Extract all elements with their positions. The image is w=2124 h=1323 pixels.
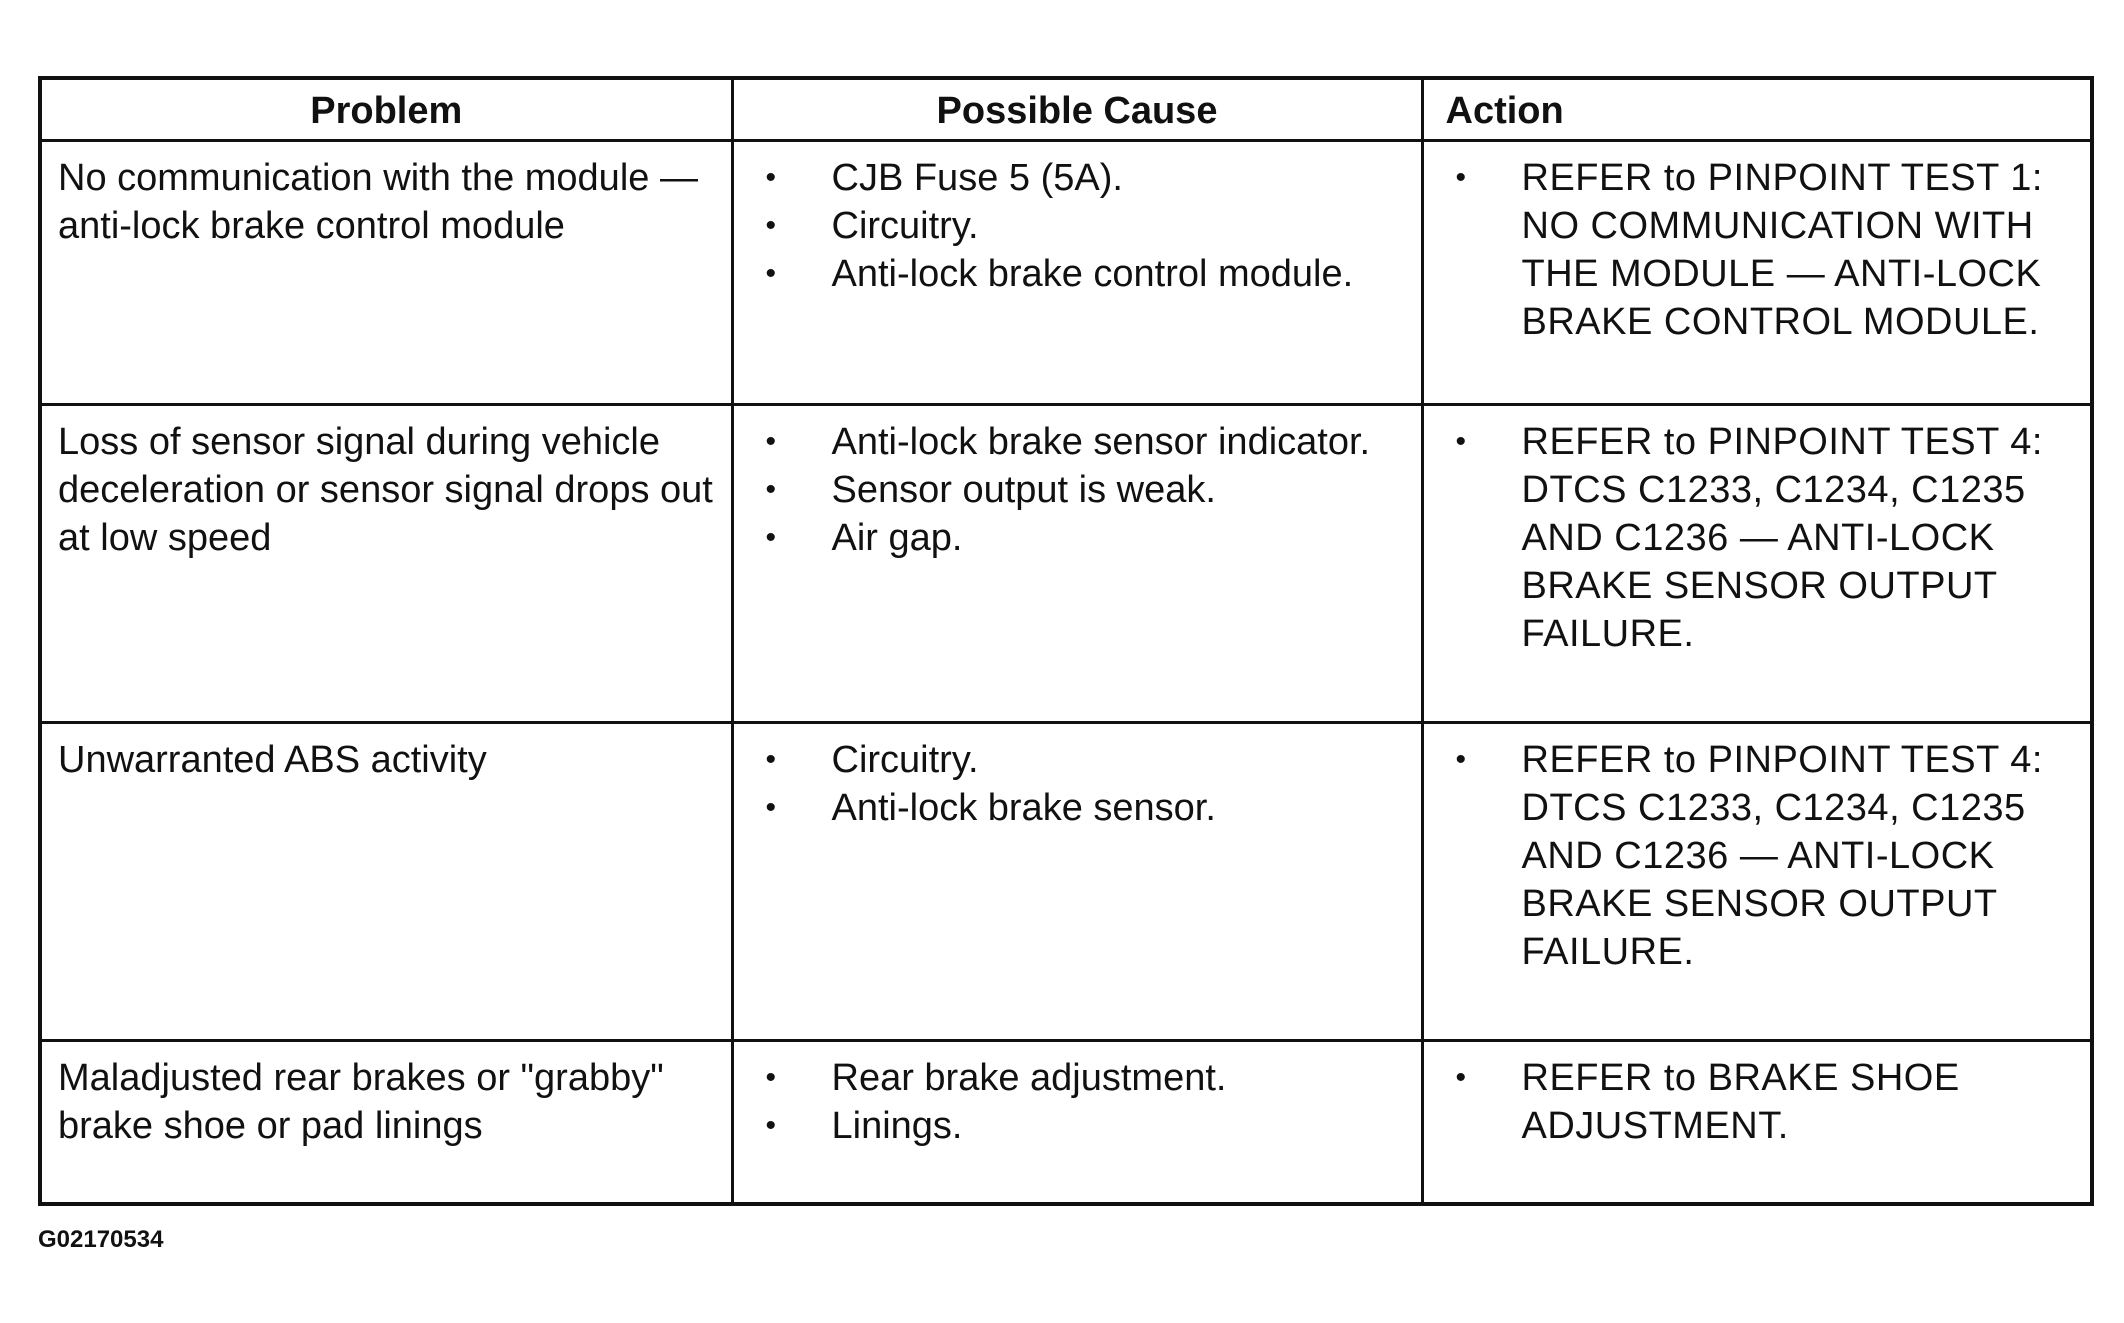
cause-list (748, 154, 1407, 298)
header-problem: Problem (40, 78, 732, 140)
diagnosis-table (38, 76, 2094, 1206)
list-item: • Circuitry. (748, 202, 1407, 250)
action-list (1438, 418, 2077, 658)
figure-id: G02170534 (38, 1226, 164, 1253)
list-item: • Rear brake adjustment. (748, 1054, 1407, 1102)
bullet-icon: • (1455, 1060, 1467, 1094)
problem-cell: Loss of sensor signal during vehicle deceleration or sensor signal drops out at low speed (40, 404, 732, 722)
problem-cell: No communication with the module — anti-lock brake control module (40, 140, 732, 404)
cause-list (748, 418, 1407, 562)
header-possible-cause: Possible Cause (732, 78, 1422, 140)
bullet-icon: • (1455, 160, 1467, 194)
list-item: • REFER to PINPOINT TEST 1: NO COMMUNICATION WITH THE MODULE — ANTI-LOCK BRAKE CONTROL MODULE. (1438, 154, 2077, 346)
bullet-icon: • (765, 520, 777, 554)
list-item: • REFER to PINPOINT TEST 4: DTCS C1233, C1234, C1235 AND C1236 — ANTI-LOCK BRAKE SENSOR OUTPUT FAILURE. (1438, 736, 2077, 976)
bullet-icon: • (765, 1108, 777, 1142)
list-item: • Air gap. (748, 514, 1407, 562)
bullet-icon: • (765, 256, 777, 290)
bullet-icon: • (765, 1060, 777, 1094)
list-item: • Linings. (748, 1102, 1407, 1150)
table-row (40, 140, 2092, 404)
table-row (40, 722, 2092, 1040)
cause-cell (732, 1040, 1422, 1204)
bullet-icon: • (1455, 742, 1467, 776)
action-cell (1422, 1040, 2092, 1204)
table-row (40, 404, 2092, 722)
cause-cell (732, 722, 1422, 1040)
action-cell (1422, 404, 2092, 722)
list-item: • Anti-lock brake sensor. (748, 784, 1407, 832)
action-list (1438, 1054, 2077, 1150)
cause-list (748, 736, 1407, 832)
bullet-icon: • (765, 424, 777, 458)
problem-cell: Unwarranted ABS activity (40, 722, 732, 1040)
bullet-icon: • (1455, 424, 1467, 458)
header-action: Action (1422, 78, 2092, 140)
bullet-icon: • (765, 208, 777, 242)
header-row (40, 78, 2092, 140)
cause-list (748, 1054, 1407, 1150)
action-list (1438, 736, 2077, 976)
action-cell (1422, 140, 2092, 404)
action-cell (1422, 722, 2092, 1040)
list-item: • Anti-lock brake sensor indicator. (748, 418, 1407, 466)
list-item: • REFER to PINPOINT TEST 4: DTCS C1233, C1234, C1235 AND C1236 — ANTI-LOCK BRAKE SENSOR OUTPUT FAILURE. (1438, 418, 2077, 658)
problem-cell: Maladjusted rear brakes or "grabby" brake shoe or pad linings (40, 1040, 732, 1204)
list-item: • Sensor output is weak. (748, 466, 1407, 514)
bullet-icon: • (765, 160, 777, 194)
cause-cell (732, 404, 1422, 722)
bullet-icon: • (765, 472, 777, 506)
cause-cell (732, 140, 1422, 404)
bullet-icon: • (765, 742, 777, 776)
action-list (1438, 154, 2077, 346)
list-item: • Anti-lock brake control module. (748, 250, 1407, 298)
list-item: • REFER to BRAKE SHOE ADJUSTMENT. (1438, 1054, 2077, 1150)
list-item: • Circuitry. (748, 736, 1407, 784)
bullet-icon: • (765, 790, 777, 824)
list-item: • CJB Fuse 5 (5A). (748, 154, 1407, 202)
table-row (40, 1040, 2092, 1204)
